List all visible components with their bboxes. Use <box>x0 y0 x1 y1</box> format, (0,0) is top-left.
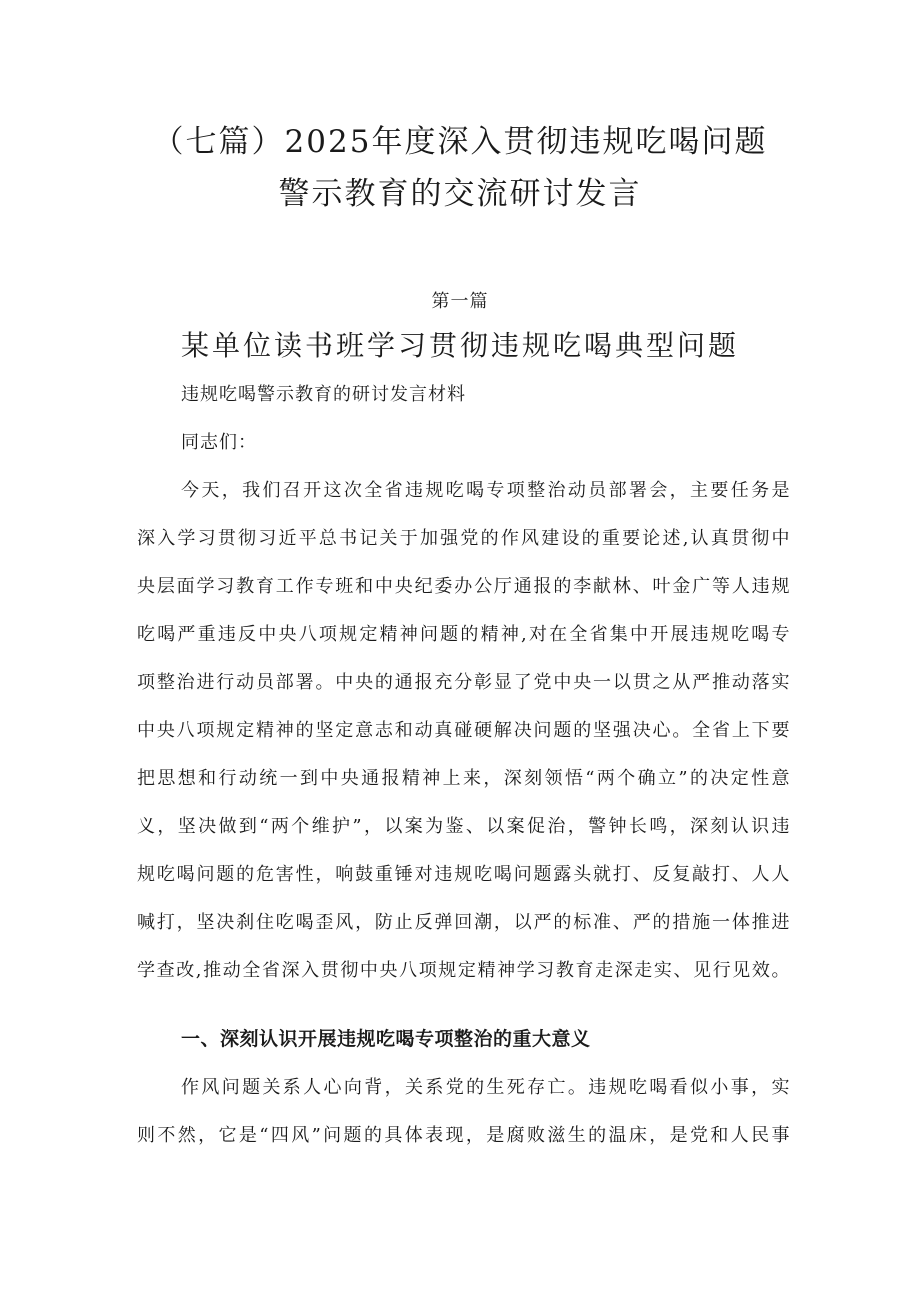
paragraph-line: 义，坚决做到“两个维护”，以案为鉴、以案促治，警钟长鸣，深刻认识违 <box>137 816 790 837</box>
paragraph-line: 作风问题关系人心向背，关系党的生死存亡。违规吃喝看似小事，实 <box>181 1077 790 1098</box>
paragraph-line: 央层面学习教育工作专班和中央纪委办公厅通报的李献林、叶金广等人违规 <box>137 576 790 597</box>
chapter-subtitle: 违规吃喝警示教育的研讨发言材料 <box>181 384 466 405</box>
chapter-label: 第一篇 <box>431 291 489 312</box>
paragraph-line: 项整治进行动员部署。中央的通报充分彰显了党中央一以贯之从严推动落实 <box>137 672 790 693</box>
paragraph-line: 则不然，它是“四风”问题的具体表现，是腐败滋生的温床，是党和人民事 <box>137 1125 790 1146</box>
paragraph-line: 规吃喝问题的危害性，响鼓重锤对违规吃喝问题露头就打、反复敲打、人人 <box>137 864 790 885</box>
chapter-title: 某单位读书班学习贯彻违规吃喝典型问题 <box>180 329 739 362</box>
paragraph-line: 今天，我们召开这次全省违规吃喝专项整治动员部署会，主要任务是 <box>181 480 790 501</box>
paragraph-line: 把思想和行动统一到中央通报精神上来，深刻领悟“两个确立”的决定性意 <box>137 768 790 789</box>
paragraph-line: 喊打，坚决刹住吃喝歪风，防止反弹回潮，以严的标准、严的措施一体推进 <box>137 912 790 933</box>
paragraph-line: 深入学习贯彻习近平总书记关于加强党的作风建设的重要论述,认真贯彻中 <box>137 528 790 549</box>
document-title-line-1: （七篇）2025年度深入贯彻违规吃喝问题 <box>152 124 768 160</box>
salutation: 同志们： <box>181 432 257 453</box>
paragraph-line: 学查改,推动全省深入贯彻中央八项规定精神学习教育走深走实、见行见效。 <box>137 960 790 981</box>
document-title-line-2: 警示教育的交流研讨发言 <box>278 176 642 212</box>
section-heading: 一、深刻认识开展违规吃喝专项整治的重大意义 <box>181 1028 591 1050</box>
paragraph-line: 吃喝严重违反中央八项规定精神问题的精神,对在全省集中开展违规吃喝专 <box>137 624 790 645</box>
paragraph-line: 中央八项规定精神的坚定意志和动真碰硬解决问题的坚强决心。全省上下要 <box>137 720 790 741</box>
